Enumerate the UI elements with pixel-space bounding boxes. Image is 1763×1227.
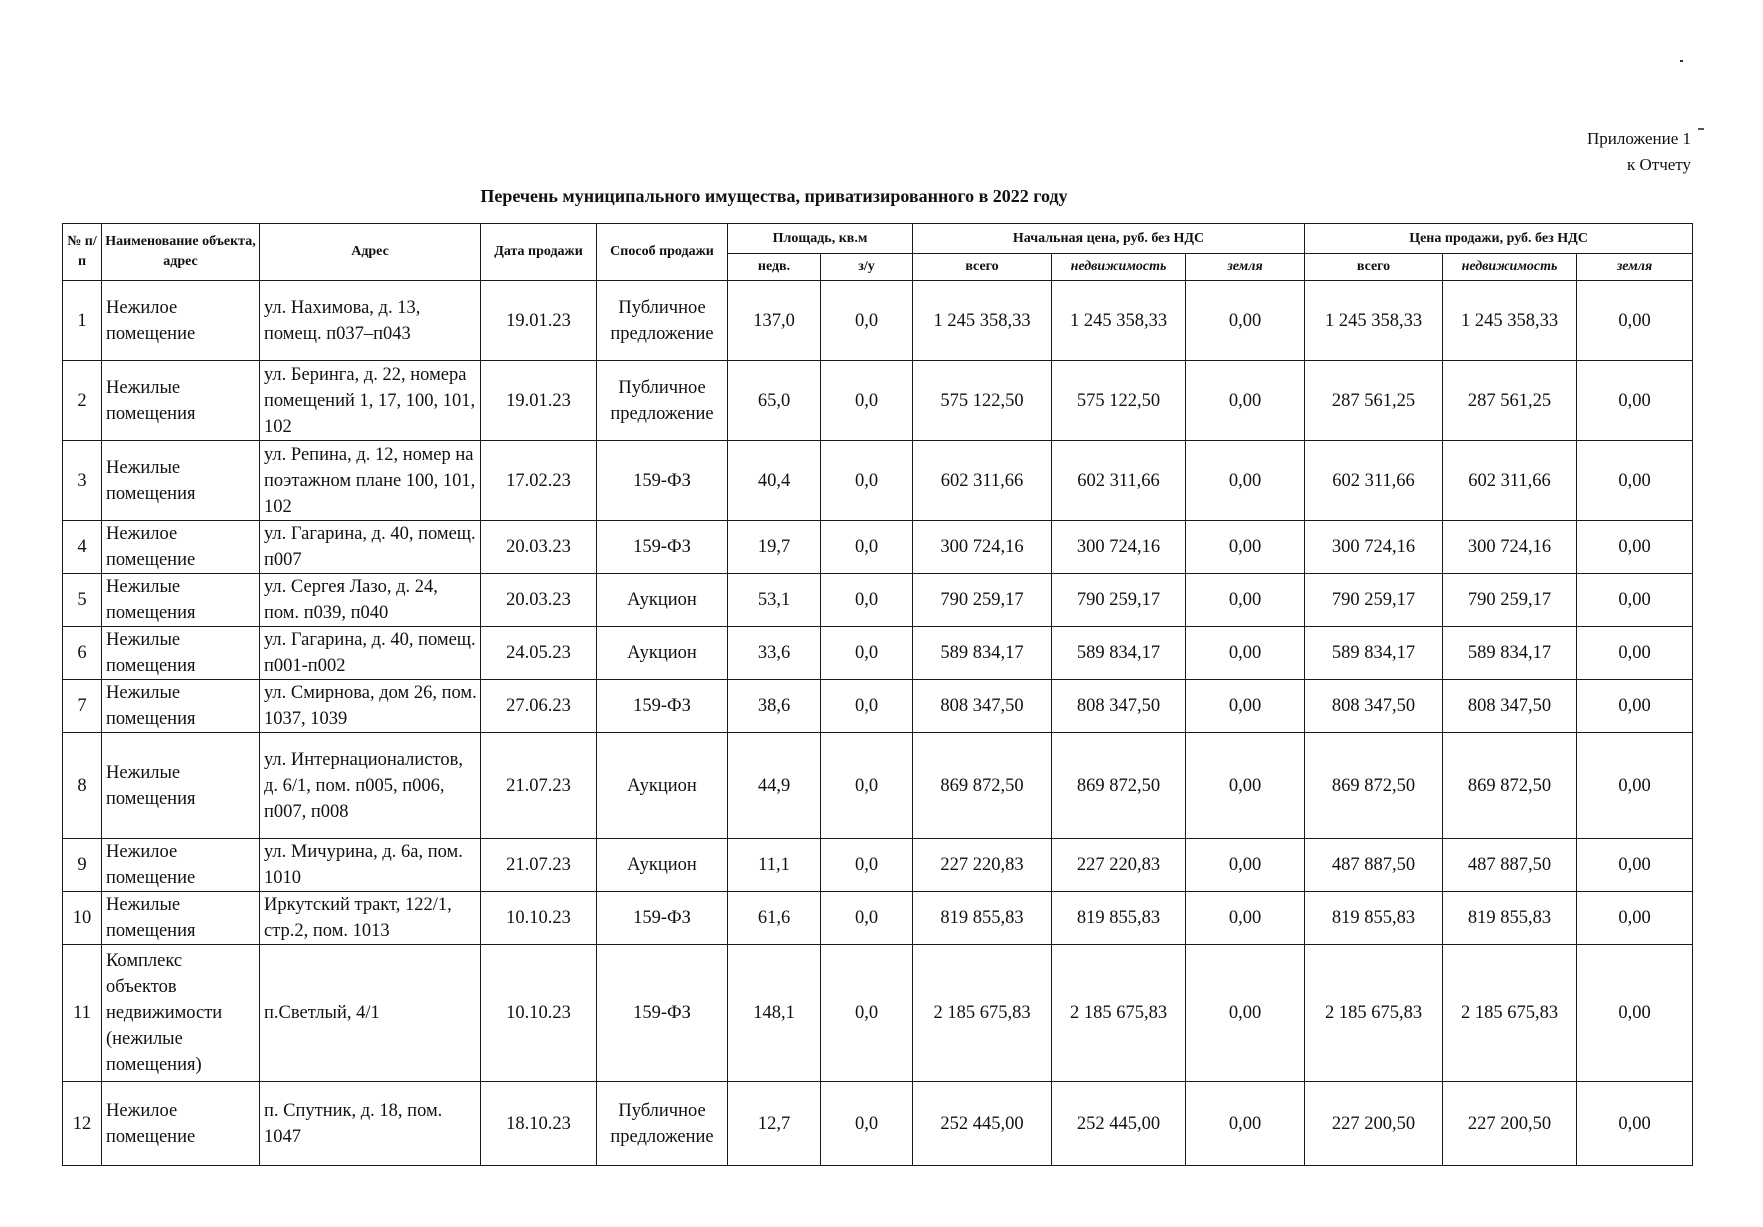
cell-start-price-property: 869 872,50 — [1052, 733, 1186, 839]
cell-sale-method: Публичное предложение — [597, 361, 728, 441]
cell-sale-method: 159-ФЗ — [597, 892, 728, 945]
cell-address: ул. Сергея Лазо, д. 24, пом. п039, п040 — [260, 574, 481, 627]
cell-area-building: 38,6 — [728, 680, 821, 733]
cell-area-land: 0,0 — [821, 281, 913, 361]
cell-row-number: 4 — [63, 521, 102, 574]
cell-sale-price-property: 487 887,50 — [1443, 839, 1577, 892]
cell-start-price-property: 589 834,17 — [1052, 627, 1186, 680]
cell-object-name: Нежилые помещения — [102, 627, 260, 680]
cell-address: ул. Интернационалистов, д. 6/1, пом. п005, п006, п007, п008 — [260, 733, 481, 839]
cell-area-land: 0,0 — [821, 627, 913, 680]
cell-object-name: Нежилое помещение — [102, 1082, 260, 1166]
cell-start-price-total: 300 724,16 — [913, 521, 1052, 574]
cell-area-land: 0,0 — [821, 733, 913, 839]
cell-sale-price-total: 869 872,50 — [1305, 733, 1443, 839]
cell-sale-method: Публичное предложение — [597, 1082, 728, 1166]
cell-address: ул. Мичурина, д. 6а, пом. 1010 — [260, 839, 481, 892]
cell-area-land: 0,0 — [821, 1082, 913, 1166]
cell-address: ул. Смирнова, дом 26, пом. 1037, 1039 — [260, 680, 481, 733]
cell-area-land: 0,0 — [821, 441, 913, 521]
table-row — [63, 361, 1693, 441]
table-row — [63, 839, 1693, 892]
cell-start-price-land: 0,00 — [1186, 521, 1305, 574]
header-sale-method: Способ продажи — [597, 224, 728, 281]
cell-sale-price-property: 808 347,50 — [1443, 680, 1577, 733]
header-sale-date: Дата продажи — [481, 224, 597, 281]
cell-start-price-total: 790 259,17 — [913, 574, 1052, 627]
cell-sale-method: Аукцион — [597, 574, 728, 627]
appendix-note — [1587, 126, 1691, 178]
cell-object-name: Нежилое помещение — [102, 839, 260, 892]
cell-sale-date: 10.10.23 — [481, 892, 597, 945]
cell-row-number: 8 — [63, 733, 102, 839]
cell-sale-price-total: 589 834,17 — [1305, 627, 1443, 680]
cell-start-price-property: 227 220,83 — [1052, 839, 1186, 892]
cell-area-building: 137,0 — [728, 281, 821, 361]
cell-sale-price-property: 869 872,50 — [1443, 733, 1577, 839]
cell-start-price-land: 0,00 — [1186, 441, 1305, 521]
cell-area-land: 0,0 — [821, 945, 913, 1082]
cell-start-price-property: 252 445,00 — [1052, 1082, 1186, 1166]
cell-sale-method: 159-ФЗ — [597, 680, 728, 733]
cell-start-price-total: 2 185 675,83 — [913, 945, 1052, 1082]
cell-sale-date: 21.07.23 — [481, 839, 597, 892]
header-sale-price-group: Цена продажи, руб. без НДС — [1305, 224, 1693, 254]
cell-sale-price-property: 602 311,66 — [1443, 441, 1577, 521]
scan-mark — [1698, 128, 1704, 130]
cell-sale-price-total: 2 185 675,83 — [1305, 945, 1443, 1082]
cell-start-price-total: 819 855,83 — [913, 892, 1052, 945]
cell-sale-method: Аукцион — [597, 627, 728, 680]
table-row — [63, 1082, 1693, 1166]
appendix-line-2: к Отчету — [1626, 155, 1691, 174]
cell-sale-method: 159-ФЗ — [597, 521, 728, 574]
cell-area-building: 61,6 — [728, 892, 821, 945]
cell-sale-price-total: 287 561,25 — [1305, 361, 1443, 441]
cell-area-building: 53,1 — [728, 574, 821, 627]
header-area-group: Площадь, кв.м — [728, 224, 913, 254]
cell-start-price-total: 869 872,50 — [913, 733, 1052, 839]
cell-area-building: 65,0 — [728, 361, 821, 441]
cell-sale-date: 19.01.23 — [481, 361, 597, 441]
cell-sale-date: 20.03.23 — [481, 521, 597, 574]
header-area-land: з/у — [821, 254, 913, 281]
cell-sale-price-total: 300 724,16 — [1305, 521, 1443, 574]
cell-row-number: 10 — [63, 892, 102, 945]
cell-sale-price-total: 602 311,66 — [1305, 441, 1443, 521]
cell-start-price-property: 2 185 675,83 — [1052, 945, 1186, 1082]
cell-sale-price-property: 227 200,50 — [1443, 1082, 1577, 1166]
cell-start-price-property: 300 724,16 — [1052, 521, 1186, 574]
cell-sale-method: 159-ФЗ — [597, 441, 728, 521]
cell-start-price-total: 575 122,50 — [913, 361, 1052, 441]
cell-sale-price-property: 790 259,17 — [1443, 574, 1577, 627]
cell-sale-date: 19.01.23 — [481, 281, 597, 361]
cell-sale-date: 20.03.23 — [481, 574, 597, 627]
header-sale-land: земля — [1577, 254, 1693, 281]
appendix-line-1: Приложение 1 — [1587, 129, 1691, 148]
cell-address: п. Спутник, д. 18, пом. 1047 — [260, 1082, 481, 1166]
cell-area-building: 44,9 — [728, 733, 821, 839]
cell-sale-price-land: 0,00 — [1577, 733, 1693, 839]
cell-area-land: 0,0 — [821, 839, 913, 892]
cell-sale-price-total: 819 855,83 — [1305, 892, 1443, 945]
cell-area-building: 148,1 — [728, 945, 821, 1082]
cell-area-land: 0,0 — [821, 892, 913, 945]
table-row — [63, 574, 1693, 627]
cell-area-land: 0,0 — [821, 361, 913, 441]
cell-row-number: 2 — [63, 361, 102, 441]
cell-area-building: 19,7 — [728, 521, 821, 574]
cell-start-price-total: 1 245 358,33 — [913, 281, 1052, 361]
cell-row-number: 12 — [63, 1082, 102, 1166]
cell-sale-method: Аукцион — [597, 839, 728, 892]
cell-sale-price-land: 0,00 — [1577, 680, 1693, 733]
scan-speck — [1680, 60, 1683, 62]
cell-area-building: 40,4 — [728, 441, 821, 521]
header-sale-property: недвижимость — [1443, 254, 1577, 281]
cell-sale-price-land: 0,00 — [1577, 627, 1693, 680]
cell-sale-price-land: 0,00 — [1577, 839, 1693, 892]
cell-start-price-land: 0,00 — [1186, 839, 1305, 892]
cell-sale-price-land: 0,00 — [1577, 441, 1693, 521]
cell-row-number: 6 — [63, 627, 102, 680]
cell-sale-price-land: 0,00 — [1577, 574, 1693, 627]
cell-sale-date: 27.06.23 — [481, 680, 597, 733]
cell-start-price-land: 0,00 — [1186, 627, 1305, 680]
cell-area-land: 0,0 — [821, 574, 913, 627]
cell-sale-price-property: 1 245 358,33 — [1443, 281, 1577, 361]
cell-start-price-property: 575 122,50 — [1052, 361, 1186, 441]
cell-address: ул. Нахимова, д. 13, помещ. п037–п043 — [260, 281, 481, 361]
cell-sale-price-property: 819 855,83 — [1443, 892, 1577, 945]
cell-object-name: Нежилые помещения — [102, 733, 260, 839]
cell-sale-price-property: 287 561,25 — [1443, 361, 1577, 441]
header-object-name: Наименование объекта, адрес — [102, 224, 260, 281]
cell-area-building: 33,6 — [728, 627, 821, 680]
cell-address: ул. Беринга, д. 22, номера помещений 1, 17, 100, 101, 102 — [260, 361, 481, 441]
cell-start-price-land: 0,00 — [1186, 281, 1305, 361]
cell-start-price-land: 0,00 — [1186, 1082, 1305, 1166]
header-row-1 — [63, 224, 1693, 254]
cell-address: п.Светлый, 4/1 — [260, 945, 481, 1082]
cell-sale-method: Аукцион — [597, 733, 728, 839]
header-number: № п/п — [63, 224, 102, 281]
cell-object-name: Нежилое помещение — [102, 521, 260, 574]
cell-sale-price-total: 790 259,17 — [1305, 574, 1443, 627]
table-row — [63, 733, 1693, 839]
cell-sale-date: 21.07.23 — [481, 733, 597, 839]
cell-sale-price-total: 487 887,50 — [1305, 839, 1443, 892]
cell-sale-date: 24.05.23 — [481, 627, 597, 680]
cell-start-price-property: 808 347,50 — [1052, 680, 1186, 733]
cell-sale-date: 17.02.23 — [481, 441, 597, 521]
cell-sale-price-land: 0,00 — [1577, 1082, 1693, 1166]
cell-area-building: 12,7 — [728, 1082, 821, 1166]
cell-start-price-total: 589 834,17 — [913, 627, 1052, 680]
cell-row-number: 11 — [63, 945, 102, 1082]
cell-sale-price-land: 0,00 — [1577, 945, 1693, 1082]
table-row — [63, 680, 1693, 733]
cell-area-building: 11,1 — [728, 839, 821, 892]
cell-row-number: 9 — [63, 839, 102, 892]
cell-start-price-land: 0,00 — [1186, 892, 1305, 945]
table-row — [63, 892, 1693, 945]
cell-row-number: 1 — [63, 281, 102, 361]
cell-object-name: Нежилые помещения — [102, 441, 260, 521]
cell-start-price-total: 227 220,83 — [913, 839, 1052, 892]
cell-sale-price-land: 0,00 — [1577, 521, 1693, 574]
cell-sale-price-property: 589 834,17 — [1443, 627, 1577, 680]
header-start-total: всего — [913, 254, 1052, 281]
header-sale-total: всего — [1305, 254, 1443, 281]
cell-start-price-property: 819 855,83 — [1052, 892, 1186, 945]
cell-sale-price-total: 808 347,50 — [1305, 680, 1443, 733]
table-row — [63, 521, 1693, 574]
document-title: Перечень муниципального имущества, приватизированного в 2022 году — [480, 186, 1068, 206]
cell-sale-date: 18.10.23 — [481, 1082, 597, 1166]
cell-object-name: Комплекс объектов недвижимости (нежилые помещения) — [102, 945, 260, 1082]
cell-start-price-property: 1 245 358,33 — [1052, 281, 1186, 361]
cell-object-name: Нежилое помещение — [102, 281, 260, 361]
cell-sale-price-total: 227 200,50 — [1305, 1082, 1443, 1166]
cell-object-name: Нежилые помещения — [102, 892, 260, 945]
header-start-property: недвижимость — [1052, 254, 1186, 281]
cell-area-land: 0,0 — [821, 680, 913, 733]
cell-sale-date: 10.10.23 — [481, 945, 597, 1082]
cell-sale-price-total: 1 245 358,33 — [1305, 281, 1443, 361]
cell-row-number: 5 — [63, 574, 102, 627]
cell-address: ул. Гагарина, д. 40, помещ. п007 — [260, 521, 481, 574]
header-area-building: недв. — [728, 254, 821, 281]
privatized-property-table — [62, 223, 1693, 1166]
cell-address: ул. Гагарина, д. 40, помещ. п001-п002 — [260, 627, 481, 680]
header-start-land: земля — [1186, 254, 1305, 281]
cell-address: Иркутский тракт, 122/1, стр.2, пом. 1013 — [260, 892, 481, 945]
cell-sale-price-land: 0,00 — [1577, 281, 1693, 361]
cell-object-name: Нежилые помещения — [102, 361, 260, 441]
cell-start-price-property: 790 259,17 — [1052, 574, 1186, 627]
table-row — [63, 945, 1693, 1082]
cell-start-price-land: 0,00 — [1186, 733, 1305, 839]
cell-sale-method: Публичное предложение — [597, 281, 728, 361]
cell-sale-price-property: 2 185 675,83 — [1443, 945, 1577, 1082]
header-start-price-group: Начальная цена, руб. без НДС — [913, 224, 1305, 254]
cell-row-number: 7 — [63, 680, 102, 733]
table-row — [63, 281, 1693, 361]
cell-start-price-total: 602 311,66 — [913, 441, 1052, 521]
table-row — [63, 441, 1693, 521]
table-row — [63, 627, 1693, 680]
cell-start-price-total: 252 445,00 — [913, 1082, 1052, 1166]
cell-start-price-land: 0,00 — [1186, 574, 1305, 627]
cell-sale-price-land: 0,00 — [1577, 361, 1693, 441]
cell-start-price-land: 0,00 — [1186, 945, 1305, 1082]
cell-sale-method: 159-ФЗ — [597, 945, 728, 1082]
cell-sale-price-property: 300 724,16 — [1443, 521, 1577, 574]
cell-start-price-land: 0,00 — [1186, 680, 1305, 733]
cell-sale-price-land: 0,00 — [1577, 892, 1693, 945]
cell-start-price-property: 602 311,66 — [1052, 441, 1186, 521]
cell-object-name: Нежилые помещения — [102, 574, 260, 627]
cell-start-price-total: 808 347,50 — [913, 680, 1052, 733]
cell-row-number: 3 — [63, 441, 102, 521]
cell-area-land: 0,0 — [821, 521, 913, 574]
header-address: Адрес — [260, 224, 481, 281]
cell-address: ул. Репина, д. 12, номер на поэтажном плане 100, 101, 102 — [260, 441, 481, 521]
cell-start-price-land: 0,00 — [1186, 361, 1305, 441]
cell-object-name: Нежилые помещения — [102, 680, 260, 733]
